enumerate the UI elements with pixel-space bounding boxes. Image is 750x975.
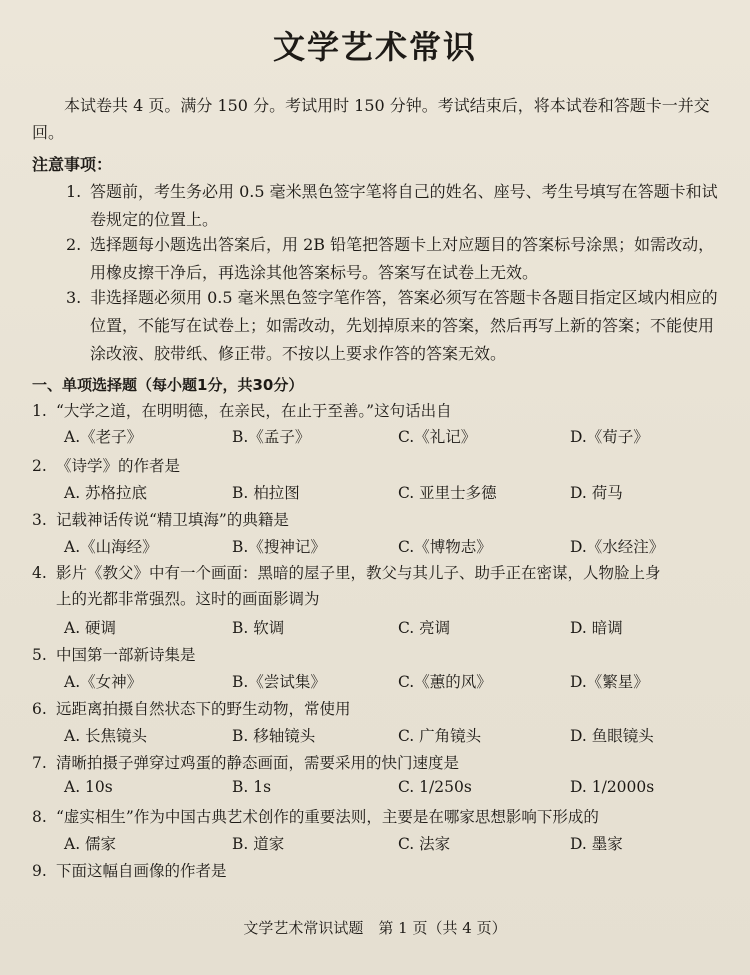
question-options (64, 778, 724, 804)
option-a: A. 苏格拉底 (64, 484, 148, 502)
notice-item (66, 284, 721, 368)
question-stem (32, 642, 724, 668)
option-a: A. 儒家 (64, 835, 117, 853)
question-number: 2. (32, 457, 47, 475)
option-a: A. 长焦镜头 (64, 727, 148, 745)
option-c: C. 1/250s (398, 778, 472, 796)
option-a: A.《女神》 (64, 673, 143, 691)
question-number: 1. (32, 402, 47, 420)
option-c: C. 亚里士多德 (398, 484, 497, 502)
question-options (64, 832, 724, 858)
option-d: D. 荷马 (570, 484, 623, 502)
option-d: D. 墨家 (570, 835, 623, 853)
question-options (64, 481, 724, 507)
option-d: D. 1/2000s (570, 778, 655, 796)
option-b: B. 移轴镜头 (232, 727, 316, 745)
option-c: C. 广角镜头 (398, 727, 482, 745)
question-number: 7. (32, 754, 47, 772)
notice-item-text: 选择题每小题选出答案后，用 2B 铅笔把答题卡上对应题目的答案标号涂黑；如需改动，用橡皮擦干净后，再选涂其他答案标号。答案写在试卷上无效。 (90, 235, 715, 282)
page-footer: 文学艺术常识试题 第 1 页（共 4 页） (243, 919, 507, 937)
option-d: D.《繁星》 (570, 673, 649, 691)
question-text: 中国第一部新诗集是 (56, 646, 196, 664)
question-text: 记载神话传说“精卫填海”的典籍是 (56, 511, 289, 529)
option-a: A. 硬调 (64, 619, 117, 637)
question-options (64, 670, 724, 696)
option-d: D.《水经注》 (570, 538, 665, 556)
notice-item-number: 1. (66, 182, 82, 201)
notice-item (66, 178, 721, 234)
question-stem (32, 560, 724, 612)
notice-item (66, 231, 721, 287)
question-stem (32, 696, 724, 722)
option-b: B.《搜神记》 (232, 538, 326, 556)
question-number: 6. (32, 700, 47, 718)
option-b: B. 软调 (232, 619, 285, 637)
option-c: C.《蕙的风》 (398, 673, 492, 691)
question-stem (32, 507, 724, 533)
option-d: D. 鱼眼镜头 (570, 727, 654, 745)
option-c: C. 法家 (398, 835, 451, 853)
question-options (64, 535, 724, 561)
question-text-continued: 上的光都非常强烈。这时的画面影调为 (56, 590, 320, 608)
question-text: 下面这幅自画像的作者是 (56, 862, 227, 880)
option-a: A.《老子》 (64, 428, 143, 446)
option-b: B. 道家 (232, 835, 285, 853)
question-text: 《诗学》的作者是 (56, 457, 181, 475)
option-b: B. 柏拉图 (232, 484, 300, 502)
question-text: 远距离拍摄自然状态下的野生动物，常使用 (56, 700, 351, 718)
question-number: 3. (32, 511, 47, 529)
question-stem (32, 858, 724, 884)
option-d: D.《荀子》 (570, 428, 649, 446)
question-text: 影片《教父》中有一个画面：黑暗的屋子里，教父与其儿子、助手正在密谋，人物脸上身 (56, 564, 661, 582)
option-b: B.《尝试集》 (232, 673, 326, 691)
question-stem (32, 750, 724, 776)
question-options (64, 724, 724, 750)
question-stem (32, 398, 724, 424)
notice-item-text: 非选择题必须用 0.5 毫米黑色签字笔作答，答案必须写在答题卡各题目指定区域内相应的位置，不能写在试卷上；如需改动，先划掉原来的答案，然后再写上新的答案；不能使用涂改液、胶带纸、修正带。不按以上要求作答的答案无效。 (90, 288, 718, 363)
question-number: 8. (32, 808, 47, 826)
question-number: 9. (32, 862, 47, 880)
page-title: 文学艺术常识 (272, 28, 477, 66)
option-a: A.《山海经》 (64, 538, 158, 556)
question-number: 4. (32, 564, 47, 582)
notice-heading: 注意事项： (32, 155, 113, 174)
option-a: A. 10s (64, 778, 113, 796)
option-b: B. 1s (232, 778, 272, 796)
section-heading: 一、单项选择题（每小题1分，共30分） (32, 376, 304, 394)
option-d: D. 暗调 (570, 619, 623, 637)
question-text: “大学之道，在明明德，在亲民，在止于至善。”这句话出自 (56, 402, 452, 420)
question-stem (32, 804, 724, 830)
option-c: C. 亮调 (398, 619, 451, 637)
option-c: C.《博物志》 (398, 538, 492, 556)
option-c: C.《礼记》 (398, 428, 477, 446)
question-options (64, 425, 724, 451)
notice-item-text: 答题前，考生务必用 0.5 毫米黑色签字笔将自己的姓名、座号、考生号填写在答题卡和试卷规定的位置上。 (90, 182, 718, 229)
notice-item-number: 2. (66, 235, 82, 254)
question-options (64, 616, 724, 642)
question-stem (32, 453, 724, 479)
question-number: 5. (32, 646, 47, 664)
question-text: 清晰拍摄子弹穿过鸡蛋的静态画面，需要采用的快门速度是 (56, 754, 460, 772)
question-text: “虚实相生”作为中国古典艺术创作的重要法则，主要是在哪家思想影响下形成的 (56, 808, 599, 826)
option-b: B.《孟子》 (232, 428, 311, 446)
intro-paragraph: 本试卷共 4 页。满分 150 分。考试用时 150 分钟。考试结束后，将本试卷和答题卡一并交回。 (32, 96, 710, 142)
notice-item-number: 3. (66, 288, 82, 307)
